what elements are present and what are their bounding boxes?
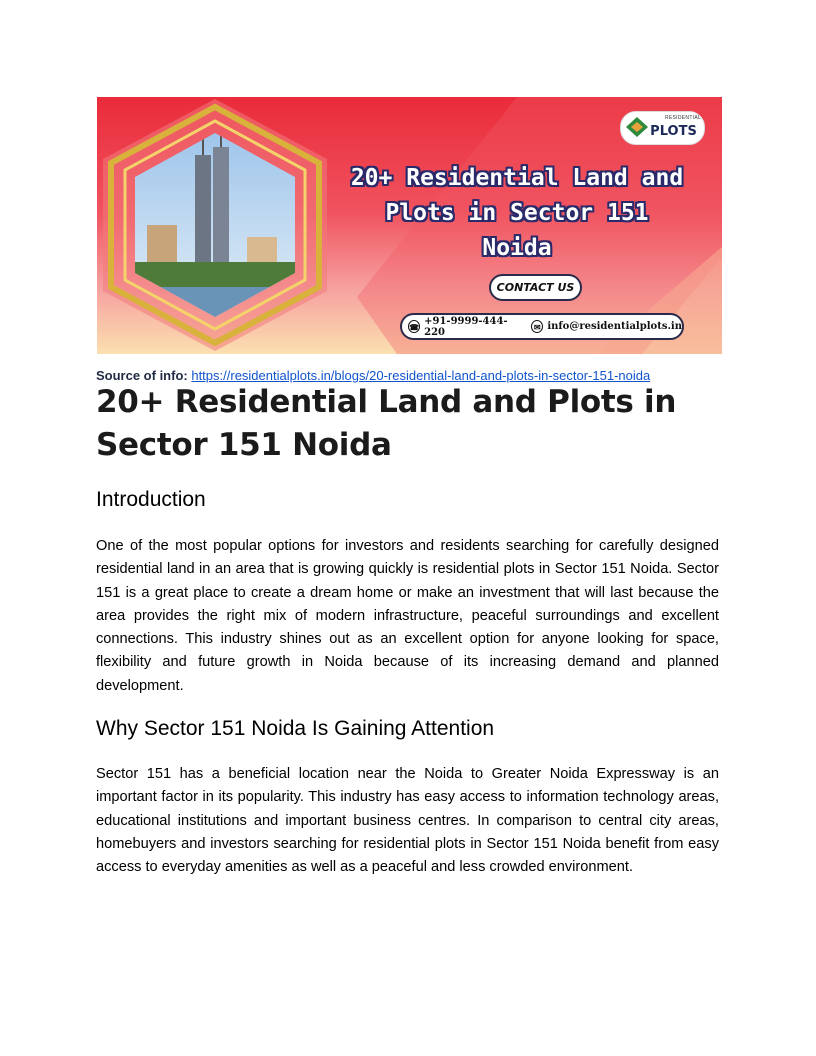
mail-icon: ✉	[531, 320, 543, 333]
why-sector-151-paragraph: Sector 151 has a beneficial location near the Noida to Greater Noida Expressway is an important factor in its popularity. This industry has easy access to information technology areas, educational institutions and important business centres. In comparison to central city areas, homebuyers and investors searching for residential plots in Sector 151 Noida benefit from easy access to everyday amenities as well as a peaceful and less crowded environment.	[96, 766, 719, 876]
logo-mark-icon	[625, 116, 649, 138]
phone-number[interactable]: +91-9999-444-220	[424, 315, 508, 338]
contact-us-button[interactable]: CONTACT US	[489, 274, 582, 301]
introduction-paragraph: One of the most popular options for investors and residents searching for carefully designed residential land in an area that is growing quickly is residential plots in Sector 151 Noida. Sector 151 is a great place to create a dream home or make an investment that will last because the area provides the right mix of modern infrastructure, peaceful surroundings and excellent connections. This industry shines out as an excellent option for anyone looking for space, flexibility and future growth in Noida because of its increasing demand and planned development.	[96, 538, 719, 694]
logo-small-text: RESIDENTIAL	[665, 115, 702, 121]
logo-text: PLOTS	[650, 123, 697, 139]
page-title: 20+ Residential Land and Plots in Sector 151 Noida	[96, 384, 677, 463]
email-address[interactable]: info@residentialplots.in	[547, 321, 682, 332]
why-sector-151-heading: Why Sector 151 Noida Is Gaining Attention	[96, 717, 495, 740]
source-label: Source of info:	[96, 368, 188, 383]
contact-info-bar	[400, 313, 684, 340]
source-link[interactable]: https://residentialplots.in/blogs/20-residential-land-and-plots-in-sector-151-noida	[191, 368, 651, 383]
introduction-heading: Introduction	[96, 488, 206, 511]
residential-plots-logo	[620, 111, 705, 145]
hero-banner	[97, 97, 722, 354]
phone-icon: ☎	[409, 321, 420, 332]
banner-title: 20+ Residential Land and Plots in Sector 151 Noida	[350, 165, 684, 261]
